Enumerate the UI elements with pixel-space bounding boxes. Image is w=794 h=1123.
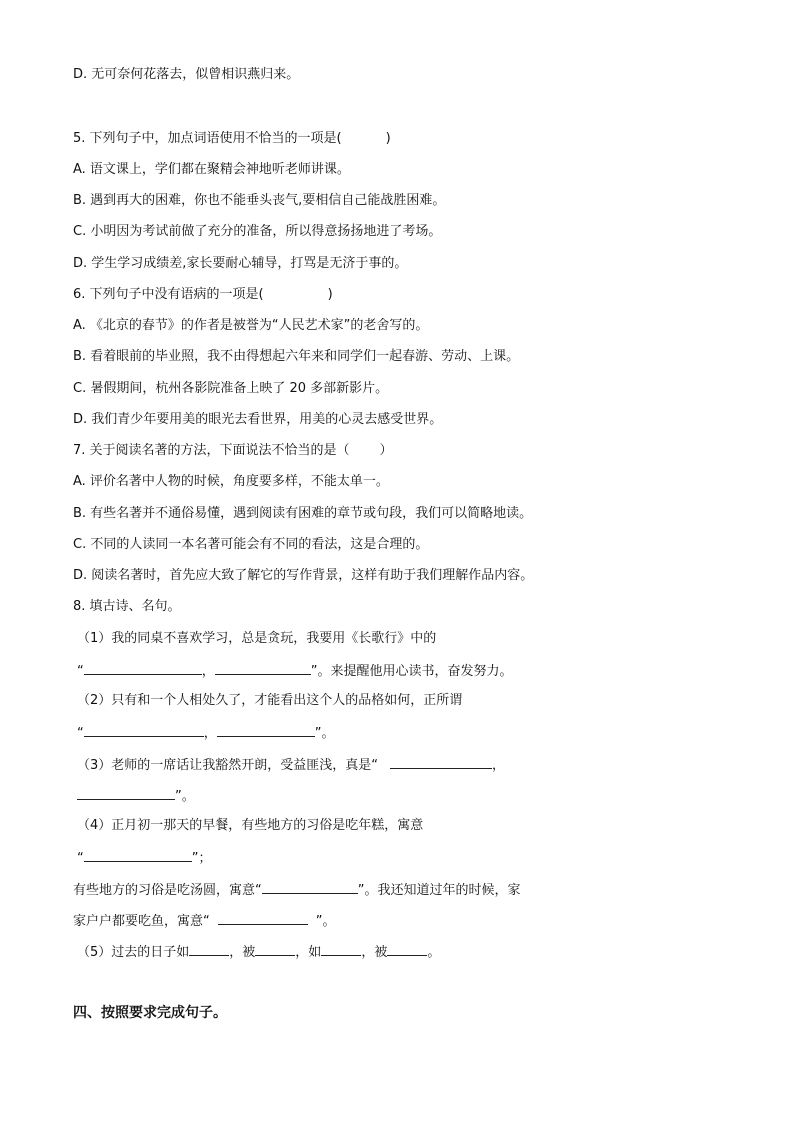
q7-option-a: A. 评价名著中人物的时候，角度要多样，不能太单一。 <box>73 474 389 489</box>
q7-option-d: D. 阅读名著时，首先应大致了解它的写作背景，这样有助于我们理解作品内容。 <box>73 568 534 583</box>
answer-blank[interactable] <box>84 848 192 862</box>
q6-option-a: A. 《北京的春节》的作者是被誉为“人民艺术家”的老舍写的。 <box>73 318 429 333</box>
q8-part4-line2: 有些地方的习俗是吃汤圆，寓意“ ”。我还知道过年的时候，家 <box>73 880 521 900</box>
answer-blank[interactable] <box>218 911 308 925</box>
q8-part4-line3: 家户户都要吃鱼，寓意“ ”。 <box>73 911 336 931</box>
answer-blank[interactable] <box>321 942 361 956</box>
answer-blank[interactable] <box>387 942 427 956</box>
q6-stem: 6. 下列句子中没有语病的一项是( ) <box>73 287 333 302</box>
q8-part2-blanks: “ ， ”。 <box>77 723 335 743</box>
q5-option-b: B. 遇到再大的困难，你也不能垂头丧气,要相信自己能战胜困难。 <box>73 193 446 208</box>
q7-option-b: B. 有些名著并不通俗易懂，遇到阅读有困难的章节或句段，我们可以简略地读。 <box>73 506 533 521</box>
answer-blank[interactable] <box>84 723 204 737</box>
answer-blank[interactable] <box>217 723 315 737</box>
answer-blank[interactable] <box>215 661 311 675</box>
answer-blank[interactable] <box>262 880 358 894</box>
section-heading: 四、按照要求完成句子。 <box>73 1005 227 1021</box>
q7-option-c: C. 不同的人读同一本名著可能会有不同的看法，这是合理的。 <box>73 537 429 552</box>
q5-option-c: C. 小明因为考试前做了充分的准备，所以得意扬扬地进了考场。 <box>73 224 442 239</box>
q8-part3-blanks: ”。 <box>77 786 195 806</box>
q8-part1-text: （1）我的同桌不喜欢学习，总是贪玩，我要用《长歌行》中的 <box>77 631 437 646</box>
answer-blank[interactable] <box>255 942 295 956</box>
q6-option-b: B. 看着眼前的毕业照，我不由得想起六年来和同学们一起春游、劳动、上课。 <box>73 349 520 364</box>
q8-part4-blank1: “ ”； <box>77 848 212 868</box>
q8-part1-blanks: “ ， ”。来提醒他用心读书，奋发努力。 <box>77 661 513 681</box>
q6-option-c: C. 暑假期间，杭州各影院准备上映了 20 多部新影片。 <box>73 381 389 396</box>
answer-blank[interactable] <box>77 786 175 800</box>
answer-blank[interactable] <box>84 661 202 675</box>
q5-option-d: D. 学生学习成绩差,家长要耐心辅导，打骂是无济于事的。 <box>73 256 408 271</box>
q8-part5: （5）过去的日子如 ，被 ，如 ，被 。 <box>77 942 440 962</box>
q5-stem: 5. 下列句子中，加点词语使用不恰当的一项是( ) <box>73 131 391 146</box>
answer-blank[interactable] <box>390 755 492 769</box>
q6-option-d: D. 我们青少年要用美的眼光去看世界，用美的心灵去感受世界。 <box>73 412 443 427</box>
q7-stem: 7. 关于阅读名著的方法，下面说法不恰当的是（ ） <box>73 443 393 458</box>
q4-option-d: D. 无可奈何花落去，似曾相识燕归来。 <box>73 67 300 82</box>
q8-stem: 8. 填古诗、名句。 <box>73 599 181 614</box>
q8-part3-text: （3）老师的一席话让我豁然开朗，受益匪浅，真是“ ， <box>77 755 505 775</box>
q8-part4-text: （4）正月初一那天的早餐，有些地方的习俗是吃年糕，寓意 <box>77 818 424 833</box>
q8-part2-text: （2）只有和一个人相处久了，才能看出这个人的品格如何，正所谓 <box>77 693 463 708</box>
q5-option-a: A. 语文课上，学们都在聚精会神地听老师讲课。 <box>73 162 350 177</box>
answer-blank[interactable] <box>189 942 229 956</box>
